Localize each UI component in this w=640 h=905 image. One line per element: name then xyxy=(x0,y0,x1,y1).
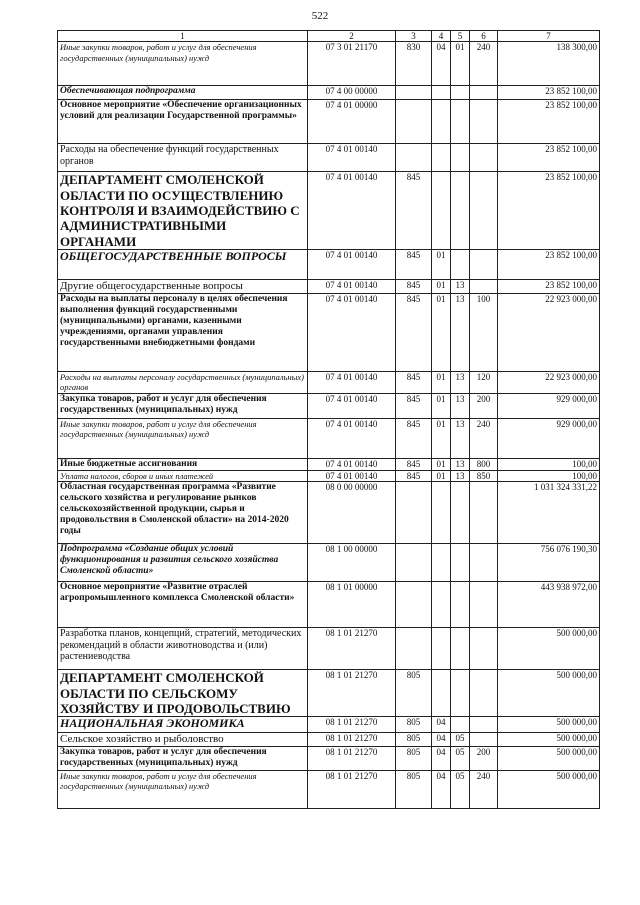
row-pr: 01 xyxy=(451,42,470,86)
header-cell-name: 1 xyxy=(58,31,308,42)
row-name: Подпрограмма «Создание общих условий функционирования и развития сельского хозяйства Смоленской области» xyxy=(58,544,308,582)
row-sum: 500 000,00 xyxy=(498,628,600,670)
row-pr: 13 xyxy=(451,371,470,393)
row-sum: 500 000,00 xyxy=(498,670,600,717)
row-name: Закупка товаров, работ и услуг для обеспечения государственных (муниципальных) нужд xyxy=(58,393,308,418)
row-vr: 120 xyxy=(470,371,498,393)
row-sum: 500 000,00 xyxy=(498,747,600,771)
header-cell-vr: 6 xyxy=(470,31,498,42)
row-vr: 240 xyxy=(470,771,498,809)
row-vr xyxy=(470,86,498,100)
header-cell-code: 2 xyxy=(308,31,396,42)
header-cell-ved: 3 xyxy=(396,31,432,42)
row-rz xyxy=(432,86,451,100)
row-sum: 929 000,00 xyxy=(498,393,600,418)
row-vr: 240 xyxy=(470,42,498,86)
table-row xyxy=(58,470,600,481)
row-vr: 200 xyxy=(470,747,498,771)
row-sum: 100,00 xyxy=(498,470,600,481)
row-ved: 845 xyxy=(396,393,432,418)
row-sum: 23 852 100,00 xyxy=(498,144,600,172)
row-ved: 845 xyxy=(396,470,432,481)
row-ved: 845 xyxy=(396,371,432,393)
row-sum: 22 923 000,00 xyxy=(498,371,600,393)
row-pr: 13 xyxy=(451,393,470,418)
row-pr xyxy=(451,670,470,717)
row-pr xyxy=(451,100,470,144)
row-code: 07 4 01 00140 xyxy=(308,249,396,279)
row-name: Иные закупки товаров, работ и услуг для обеспечения государственных (муниципальных) нужд xyxy=(58,42,308,86)
table-row xyxy=(58,393,600,418)
table-row xyxy=(58,582,600,628)
row-vr xyxy=(470,249,498,279)
row-code: 08 1 01 21270 xyxy=(308,717,396,733)
row-ved: 845 xyxy=(396,293,432,371)
row-ved: 805 xyxy=(396,670,432,717)
header-cell-rz: 4 xyxy=(432,31,451,42)
row-pr xyxy=(451,86,470,100)
row-ved xyxy=(396,144,432,172)
row-code: 07 4 01 00140 xyxy=(308,172,396,250)
row-rz xyxy=(432,628,451,670)
row-pr: 05 xyxy=(451,733,470,747)
row-rz xyxy=(432,544,451,582)
row-vr xyxy=(470,670,498,717)
row-name: Основное мероприятие «Развитие отраслей агропромышленного комплекса Смоленской области» xyxy=(58,582,308,628)
table-row xyxy=(58,279,600,293)
row-rz: 01 xyxy=(432,279,451,293)
row-code: 07 4 01 00140 xyxy=(308,279,396,293)
row-vr xyxy=(470,628,498,670)
row-vr: 800 xyxy=(470,458,498,470)
row-sum: 22 923 000,00 xyxy=(498,293,600,371)
row-rz xyxy=(432,482,451,544)
row-rz: 01 xyxy=(432,418,451,458)
row-name: Закупка товаров, работ и услуг для обеспечения государственных (муниципальных) нужд xyxy=(58,747,308,771)
row-ved: 805 xyxy=(396,747,432,771)
row-ved: 830 xyxy=(396,42,432,86)
row-name: Иные закупки товаров, работ и услуг для обеспечения государственных (муниципальных) нужд xyxy=(58,418,308,458)
row-code: 07 4 01 00140 xyxy=(308,371,396,393)
row-name: Обеспечивающая подпрограмма xyxy=(58,86,308,100)
row-rz xyxy=(432,172,451,250)
row-pr: 05 xyxy=(451,771,470,809)
table-row xyxy=(58,771,600,809)
row-vr xyxy=(470,279,498,293)
row-code: 07 4 01 00140 xyxy=(308,470,396,481)
row-name: Сельское хозяйство и рыболовство xyxy=(58,733,308,747)
table-row xyxy=(58,293,600,371)
table-row xyxy=(58,42,600,86)
row-vr: 850 xyxy=(470,470,498,481)
row-rz xyxy=(432,582,451,628)
row-vr xyxy=(470,482,498,544)
header-cell-pr: 5 xyxy=(451,31,470,42)
row-pr: 13 xyxy=(451,293,470,371)
row-sum: 23 852 100,00 xyxy=(498,249,600,279)
row-rz xyxy=(432,144,451,172)
row-vr: 100 xyxy=(470,293,498,371)
row-code: 07 4 01 00140 xyxy=(308,458,396,470)
row-code: 07 3 01 21170 xyxy=(308,42,396,86)
row-vr xyxy=(470,717,498,733)
table-row xyxy=(58,733,600,747)
row-code: 07 4 00 00000 xyxy=(308,86,396,100)
row-ved xyxy=(396,544,432,582)
row-sum: 23 852 100,00 xyxy=(498,172,600,250)
row-name: Иные бюджетные ассигнования xyxy=(58,458,308,470)
row-ved: 845 xyxy=(396,172,432,250)
row-sum: 929 000,00 xyxy=(498,418,600,458)
row-code: 08 1 01 21270 xyxy=(308,771,396,809)
row-sum: 100,00 xyxy=(498,458,600,470)
row-vr: 240 xyxy=(470,418,498,458)
row-ved: 805 xyxy=(396,717,432,733)
page-number: 522 xyxy=(311,10,329,22)
row-pr xyxy=(451,544,470,582)
row-name: ДЕПАРТАМЕНТ СМОЛЕНСКОЙ ОБЛАСТИ ПО СЕЛЬСКОМУ ХОЗЯЙСТВУ И ПРОДОВОЛЬСТВИЮ xyxy=(58,670,308,717)
row-vr xyxy=(470,733,498,747)
row-sum: 500 000,00 xyxy=(498,717,600,733)
row-pr: 13 xyxy=(451,418,470,458)
row-pr: 13 xyxy=(451,458,470,470)
row-sum: 1 031 324 331,22 xyxy=(498,482,600,544)
row-name: Областная государственная программа «Развитие сельского хозяйства и регулирование рынков сельскохозяйственной продукции, сырья и продовольствия в Смоленской области» на 2014-2020 годы xyxy=(58,482,308,544)
row-sum: 23 852 100,00 xyxy=(498,279,600,293)
row-pr xyxy=(451,582,470,628)
table-row xyxy=(58,249,600,279)
row-sum: 138 300,00 xyxy=(498,42,600,86)
row-name: Расходы на обеспечение функций государственных органов xyxy=(58,144,308,172)
row-code: 07 4 01 00140 xyxy=(308,293,396,371)
row-rz: 04 xyxy=(432,747,451,771)
row-sum: 443 938 972,00 xyxy=(498,582,600,628)
table-row xyxy=(58,628,600,670)
row-rz: 04 xyxy=(432,717,451,733)
row-code: 08 1 01 21270 xyxy=(308,628,396,670)
row-vr xyxy=(470,582,498,628)
row-pr: 05 xyxy=(451,747,470,771)
row-name: Расходы на выплаты персоналу в целях обеспечения выполнения функций государственными (муниципальными) органами, казенными учреждениями, органами управления государственными внебюджетными фондами xyxy=(58,293,308,371)
table-body xyxy=(58,42,600,809)
row-ved xyxy=(396,582,432,628)
header-row xyxy=(58,31,600,42)
row-ved: 845 xyxy=(396,279,432,293)
row-ved xyxy=(396,628,432,670)
row-name: НАЦИОНАЛЬНАЯ ЭКОНОМИКА xyxy=(58,717,308,733)
row-sum: 23 852 100,00 xyxy=(498,86,600,100)
row-code: 07 4 01 00000 xyxy=(308,100,396,144)
row-pr: 13 xyxy=(451,470,470,481)
row-vr xyxy=(470,172,498,250)
row-code: 07 4 01 00140 xyxy=(308,418,396,458)
table-row xyxy=(58,670,600,717)
row-vr xyxy=(470,100,498,144)
row-name: Другие общегосударственные вопросы xyxy=(58,279,308,293)
row-pr xyxy=(451,172,470,250)
table-row xyxy=(58,371,600,393)
row-code: 08 1 01 21270 xyxy=(308,747,396,771)
row-code: 07 4 01 00140 xyxy=(308,144,396,172)
row-ved: 845 xyxy=(396,418,432,458)
row-rz: 04 xyxy=(432,733,451,747)
row-pr xyxy=(451,717,470,733)
table-row xyxy=(58,172,600,250)
budget-table xyxy=(57,30,600,809)
row-name: Иные закупки товаров, работ и услуг для обеспечения государственных (муниципальных) нужд xyxy=(58,771,308,809)
row-vr xyxy=(470,544,498,582)
row-ved: 845 xyxy=(396,249,432,279)
row-rz: 04 xyxy=(432,42,451,86)
row-rz xyxy=(432,100,451,144)
row-vr xyxy=(470,144,498,172)
row-pr: 13 xyxy=(451,279,470,293)
row-name: Основное мероприятие «Обеспечение организационных условий для реализации Государственной программы» xyxy=(58,100,308,144)
row-code: 08 0 00 00000 xyxy=(308,482,396,544)
table-row xyxy=(58,418,600,458)
row-ved xyxy=(396,482,432,544)
table-row xyxy=(58,544,600,582)
row-sum: 500 000,00 xyxy=(498,771,600,809)
row-rz: 01 xyxy=(432,458,451,470)
row-ved: 805 xyxy=(396,733,432,747)
row-sum: 756 076 190,30 xyxy=(498,544,600,582)
row-rz: 01 xyxy=(432,249,451,279)
row-rz: 01 xyxy=(432,371,451,393)
table-row xyxy=(58,144,600,172)
table-row xyxy=(58,717,600,733)
row-sum: 23 852 100,00 xyxy=(498,100,600,144)
row-pr xyxy=(451,249,470,279)
row-ved: 805 xyxy=(396,771,432,809)
row-code: 08 1 00 00000 xyxy=(308,544,396,582)
row-sum: 500 000,00 xyxy=(498,733,600,747)
row-name: Уплата налогов, сборов и иных платежей xyxy=(58,470,308,481)
row-code: 08 1 01 21270 xyxy=(308,670,396,717)
table-row xyxy=(58,86,600,100)
row-name: ДЕПАРТАМЕНТ СМОЛЕНСКОЙ ОБЛАСТИ ПО ОСУЩЕСТВЛЕНИЮ КОНТРОЛЯ И ВЗАИМОДЕЙСТВИЮ С АДМИНИСТРАТИВНЫМИ ОРГАНАМИ xyxy=(58,172,308,250)
row-name: Разработка планов, концепций, стратегий, методических рекомендаций в области животноводства и (или) растениеводства xyxy=(58,628,308,670)
row-rz: 04 xyxy=(432,771,451,809)
row-rz: 01 xyxy=(432,293,451,371)
table-row xyxy=(58,482,600,544)
row-code: 07 4 01 00140 xyxy=(308,393,396,418)
row-pr xyxy=(451,628,470,670)
row-name: Расходы на выплаты персоналу государственных (муниципальных) органов xyxy=(58,371,308,393)
row-rz: 01 xyxy=(432,470,451,481)
row-name: ОБЩЕГОСУДАРСТВЕННЫЕ ВОПРОСЫ xyxy=(58,249,308,279)
row-ved: 845 xyxy=(396,458,432,470)
row-ved xyxy=(396,86,432,100)
table-row xyxy=(58,747,600,771)
row-code: 08 1 01 00000 xyxy=(308,582,396,628)
row-rz xyxy=(432,670,451,717)
row-pr xyxy=(451,144,470,172)
header-cell-sum: 7 xyxy=(498,31,600,42)
row-vr: 200 xyxy=(470,393,498,418)
row-rz: 01 xyxy=(432,393,451,418)
row-code: 08 1 01 21270 xyxy=(308,733,396,747)
row-ved xyxy=(396,100,432,144)
table-row xyxy=(58,458,600,470)
table-row xyxy=(58,100,600,144)
row-pr xyxy=(451,482,470,544)
